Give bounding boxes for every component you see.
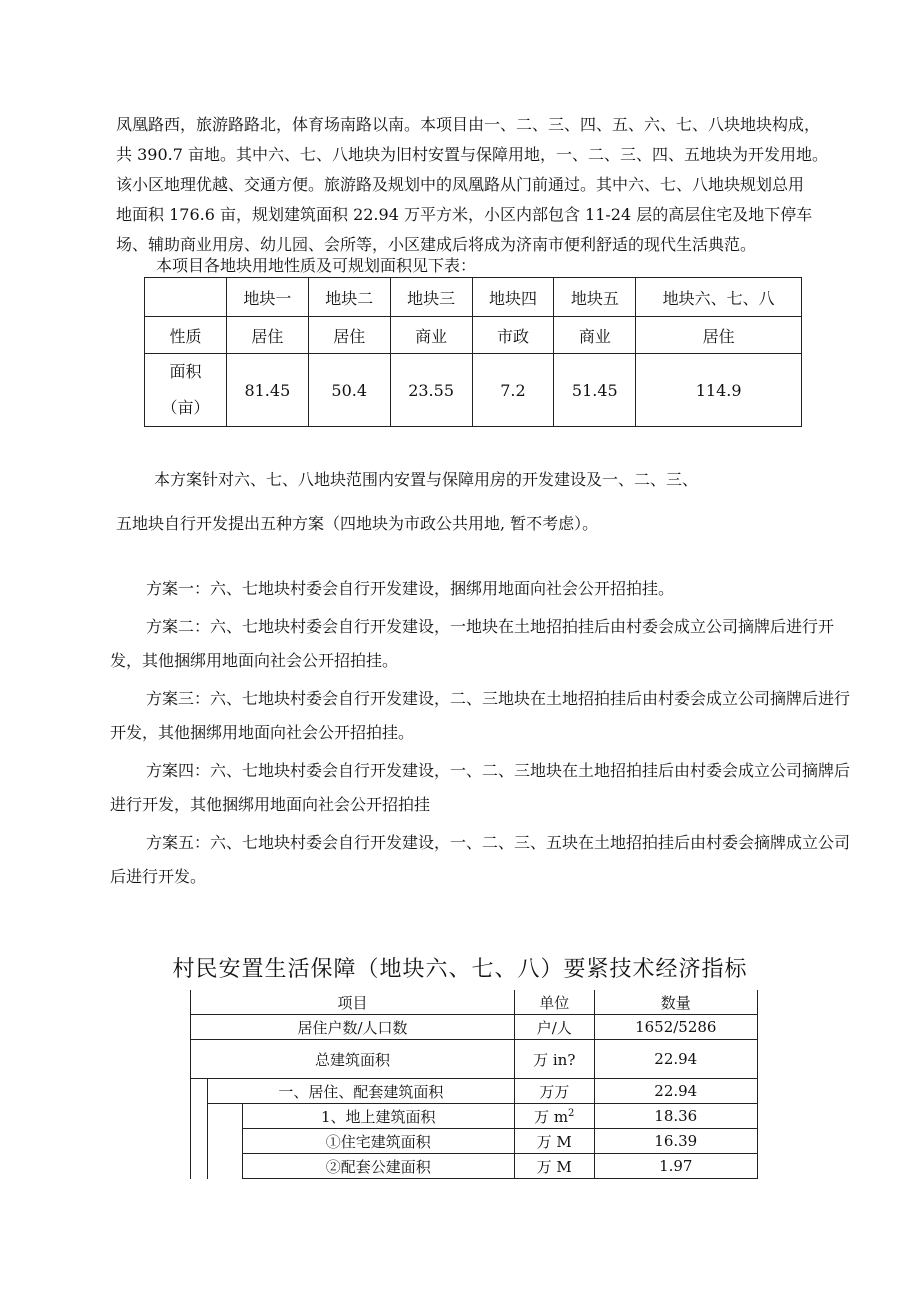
table-cell: 22.94 (594, 1079, 757, 1104)
table-cell: ①住宅建筑面积 (242, 1129, 514, 1154)
table-cell: 7.2 (472, 354, 554, 427)
intro-paragraph (116, 110, 864, 260)
table-cell: 1652/5286 (594, 1015, 757, 1040)
plan-intro-line: 五地块自行开发提出五种方案（四地块为市政公共用地, 暂不考虑）。 (116, 514, 599, 533)
table-cell: 16.39 (594, 1129, 757, 1154)
table-cell: 数量 (594, 990, 757, 1015)
table-cell: 万万 (514, 1079, 594, 1104)
table-cell: 18.36 (594, 1104, 757, 1129)
table-row (191, 1015, 758, 1040)
intro-line: 凤凰路西，旅游路路北，体育场南路以南。本项目由一、二、三、四、五、六、七、八块地块构成， (116, 115, 821, 134)
table-header-row (145, 278, 802, 317)
plan-list (110, 572, 860, 898)
table-row (145, 354, 802, 427)
intro-line: 共 390.7 亩地。其中六、七、八地块为旧村安置与保障用地，一、二、三、四、五地块为开发用地。 (116, 145, 828, 164)
table-cell: 地块六、七、八 (636, 278, 802, 317)
unit-text: 万 m (534, 1107, 569, 1126)
table-cell: 81.45 (226, 354, 308, 427)
plan-item: 方案一：六、七地块村委会自行开发建设，捆绑用地面向社会公开招拍挂。 (146, 579, 675, 598)
table-cell: 居住户数/人口数 (191, 1015, 515, 1040)
plan-item: 方案五：六、七地块村委会自行开发建设，一、二、三、五块在土地招拍挂后由村委会摘牌成立公司后进行开发。 (110, 833, 851, 886)
table-row (191, 1104, 758, 1129)
table-cell: 地块四 (472, 278, 554, 317)
table-cell: 居住 (636, 317, 802, 354)
table-cell: 114.9 (636, 354, 802, 427)
table-cell: 一、居住、配套建筑面积 (207, 1079, 514, 1104)
table-cell: 商业 (554, 317, 636, 354)
table2-title: 村民安置生活保障（地块六、七、八）要紧技术经济指标 (172, 957, 748, 982)
land-plot-table (144, 277, 802, 427)
table-cell: 户/人 (514, 1015, 594, 1040)
table-header-row (191, 990, 758, 1015)
intro-line: 场、辅助商业用房、幼儿园、会所等，小区建成后将成为济南市便利舒适的现代生活典范。 (116, 235, 757, 254)
plan-item: 方案四：六、七地块村委会自行开发建设，一、二、三地块在土地招拍挂后由村委会成立公司摘牌后进行开发，其他捆绑用地面向社会公开招拍挂 (110, 761, 851, 814)
plan-item: 方案三：六、七地块村委会自行开发建设，二、三地块在土地招拍挂后由村委会成立公司摘牌后进行开发，其他捆绑用地面向社会公开招拍挂。 (110, 689, 851, 742)
table-cell: 22.94 (594, 1040, 757, 1079)
indent-cell (207, 1104, 242, 1179)
table-cell: 23.55 (390, 354, 472, 427)
table-cell: 商业 (390, 317, 472, 354)
intro-line: 该小区地理优越、交通方便。旅游路及规划中的凤凰路从门前通过。其中六、七、八地块规划总用 (116, 175, 805, 194)
table-cell: 居住 (226, 317, 308, 354)
tech-econ-table (190, 990, 758, 1179)
plan-item: 方案二：六、七地块村委会自行开发建设，一地块在土地招拍挂后由村委会成立公司摘牌后进行开发，其他捆绑用地面向社会公开招拍挂。 (110, 617, 835, 670)
table-cell (145, 278, 227, 317)
table-cell: 地块三 (390, 278, 472, 317)
table-cell: 万 M (514, 1129, 594, 1154)
table-cell: 1、地上建筑面积 (242, 1104, 514, 1129)
table-cell: 万 in? (514, 1040, 594, 1079)
table-cell: 市政 (472, 317, 554, 354)
table-cell: 地块二 (308, 278, 390, 317)
table-row (191, 1079, 758, 1104)
table-cell: 50.4 (308, 354, 390, 427)
table-cell: 地块一 (226, 278, 308, 317)
table-cell: 万 M (514, 1154, 594, 1179)
plan-intro-line: 本方案针对六、七、八地块范围内安置与保障用房的开发建设及一、二、三、 (154, 470, 699, 489)
table-row (145, 317, 802, 354)
table1-caption: 本项目各地块用地性质及可规划面积见下表： (156, 256, 477, 275)
plan-intro (116, 470, 876, 534)
table-cell: ②配套公建面积 (242, 1154, 514, 1179)
indent-cell (191, 1079, 208, 1179)
table-cell (514, 1104, 594, 1129)
area-unit-label: （亩） (161, 398, 210, 417)
table-cell: 居住 (308, 317, 390, 354)
table-cell: 地块五 (554, 278, 636, 317)
table-cell: 1.97 (594, 1154, 757, 1179)
table-cell: 51.45 (554, 354, 636, 427)
table-cell (145, 354, 227, 427)
area-label: 面积 (169, 362, 202, 381)
table-cell: 项目 (191, 990, 515, 1015)
table-cell: 单位 (514, 990, 594, 1015)
table-row (191, 1129, 758, 1154)
table-cell: 总建筑面积 (191, 1040, 515, 1079)
unit-superscript: 2 (568, 1107, 575, 1119)
intro-line: 地面积 176.6 亩，规划建筑面积 22.94 万平方米，小区内部包含 11-24 层的高层住宅及地下停车 (116, 205, 813, 224)
table-row (191, 1154, 758, 1179)
table-cell: 性质 (145, 317, 227, 354)
table-row (191, 1040, 758, 1079)
